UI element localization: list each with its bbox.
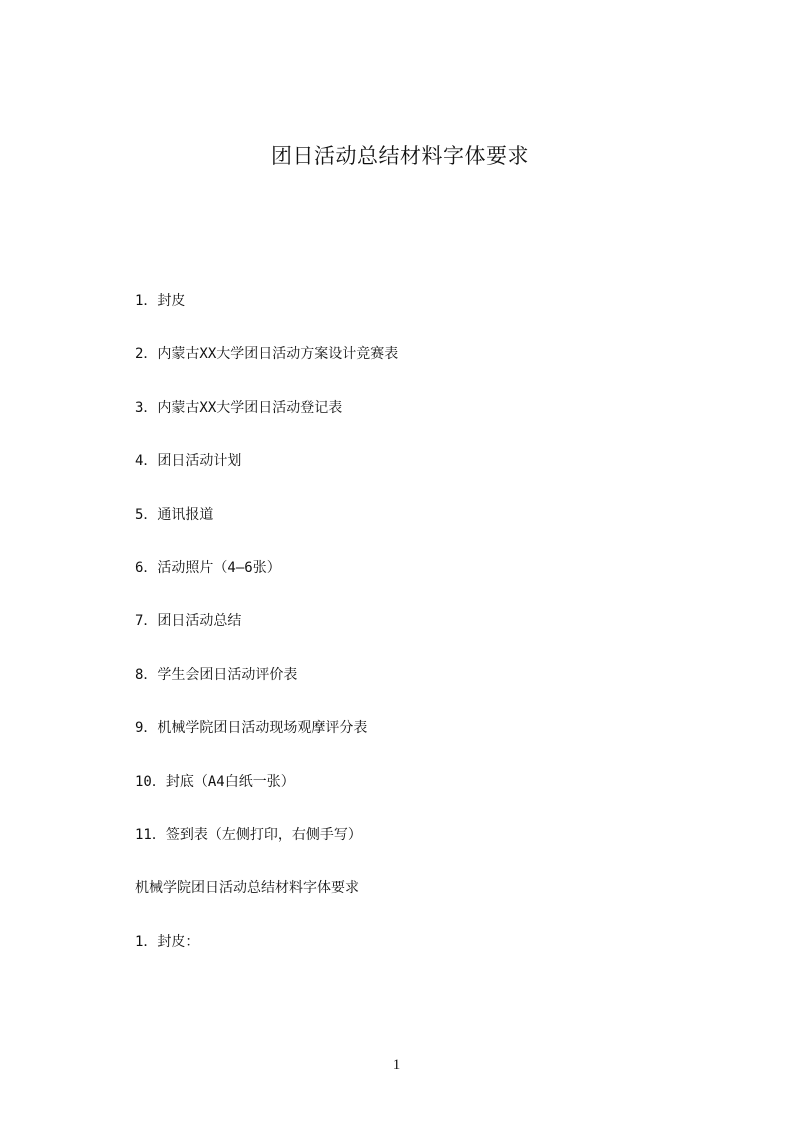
list-item: 5．通讯报道 bbox=[135, 506, 214, 523]
list-item: 7．团日活动总结 bbox=[135, 613, 242, 630]
page-number: 1 bbox=[392, 1057, 401, 1073]
list-item: 3．内蒙古XX大学团日活动登记表 bbox=[135, 399, 343, 416]
document-body bbox=[135, 288, 735, 982]
list-item: 10．封底（A4白纸一张） bbox=[135, 773, 295, 790]
list-item: 11．签到表（左侧打印，右侧手写） bbox=[135, 826, 362, 843]
list-item: 2．内蒙古XX大学团日活动方案设计竞赛表 bbox=[135, 346, 399, 363]
list-item: 9．机械学院团日活动现场观摩评分表 bbox=[135, 720, 368, 737]
document-title: 团日活动总结材料字体要求 bbox=[271, 144, 529, 168]
section-heading: 机械学院团日活动总结材料字体要求 bbox=[135, 880, 359, 897]
list-item: 4．团日活动计划 bbox=[135, 453, 242, 470]
list-item: 1．封皮： bbox=[135, 933, 200, 950]
list-item: 1．封皮 bbox=[135, 293, 186, 309]
list-item: 8．学生会团日活动评价表 bbox=[135, 666, 298, 683]
list-item: 6．活动照片（4—6张） bbox=[135, 559, 281, 576]
